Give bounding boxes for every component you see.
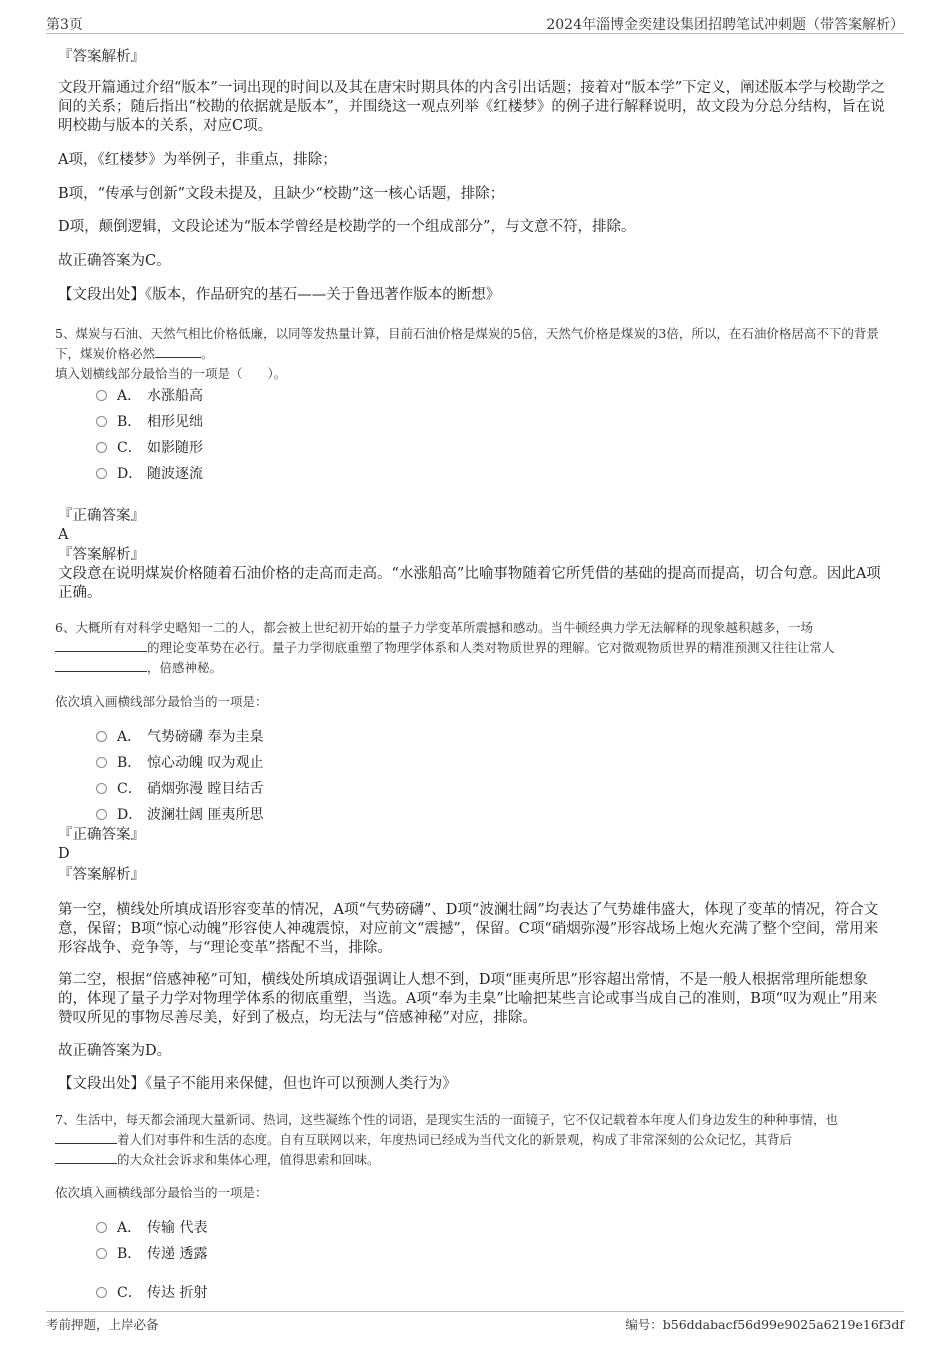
header-divider bbox=[46, 33, 904, 34]
footer-code-value: b56ddabacf56d99e9025a6219e16f3df bbox=[662, 1317, 904, 1332]
q7-prompt: 依次填入画横线部分最恰当的一项是： bbox=[55, 1185, 268, 1200]
q6-blank-2 bbox=[55, 658, 147, 672]
q4-option-d-analysis: D项，颠倒逻辑，文段论述为“版本学曾经是校勘学的一个组成部分”，与文意不符，排除。 bbox=[58, 219, 636, 235]
q7-blank-2 bbox=[55, 1150, 117, 1164]
q5-option-a[interactable]: A． 水涨船高 bbox=[96, 386, 203, 406]
q6-answer: D bbox=[58, 846, 70, 862]
q6-prompt: 依次填入画横线部分最恰当的一项是： bbox=[55, 694, 268, 709]
q6-conclusion: 故正确答案为D。 bbox=[58, 1043, 172, 1059]
radio-icon[interactable] bbox=[96, 731, 107, 742]
q6-option-a[interactable]: A． 气势磅礴 奉为圭臬 bbox=[96, 727, 263, 747]
q6-blank-1 bbox=[55, 638, 147, 652]
footer-divider bbox=[46, 1311, 904, 1312]
q4-source: 【文段出处】《版本，作品研究的基石——关于鲁迅著作版本的断想》 bbox=[58, 287, 501, 303]
q7-stem: 7、生活中，每天都会涌现大量新词、热词，这些凝练个性的词语，是现实生活的一面镜子，它不仅记载着本年度人们身边发生的种种事情，也 着人们对事件和生活的态度。自有互联网以来，年度热词已经成为当代文化的新景观，构成了非常深刻的公众记忆，其背后 的大众社会诉求和集体心理，值得思索和回味。 bbox=[55, 1112, 838, 1167]
q7-option-a[interactable]: A． 传输 代表 bbox=[96, 1218, 207, 1238]
q4-conclusion: 故正确答案为C。 bbox=[58, 253, 171, 269]
q6-option-c[interactable]: C． 硝烟弥漫 瞠目结舌 bbox=[96, 779, 263, 799]
q5-option-c[interactable]: C． 如影随形 bbox=[96, 438, 203, 458]
q5-option-b[interactable]: B． 相形见绌 bbox=[96, 412, 203, 432]
q6-option-b[interactable]: B． 惊心动魄 叹为观止 bbox=[96, 753, 263, 773]
q5-stem bbox=[55, 324, 900, 364]
q6-analysis-title: 『答案解析』 bbox=[58, 867, 145, 883]
footer-code-label: 编号： bbox=[625, 1317, 663, 1332]
q7-option-b[interactable]: B． 传递 透露 bbox=[96, 1244, 207, 1264]
q5-answer: A bbox=[58, 527, 69, 543]
q5-analysis: 文段意在说明煤炭价格随着石油价格的走高而走高。“水涨船高”比喻事物随着它所凭借的基础的提高而提高，切合句意。因此A项正确。 bbox=[58, 566, 881, 601]
radio-icon[interactable] bbox=[96, 468, 107, 479]
q4-analysis-paragraph: 文段开篇通过介绍“版本”一词出现的时间以及其在唐宋时期具体的内含引出话题；接着对“版本学”下定义，阐述版本学与校勘学之间的关系；随后指出“校勘的依据就是版本”，并围绕这一观点列举《红楼梦》的例子进行解释说明，故文段为分总分结构，旨在说明校勘与版本的关系，对应C项。 bbox=[58, 80, 886, 134]
radio-icon[interactable] bbox=[96, 416, 107, 427]
q6-stem: 6、大概所有对科学史略知一二的人，都会被上世纪初开始的量子力学变革所震撼和感动。当牛顿经典力学无法解释的现象越积越多，一场 的理论变革势在必行。量子力学彻底重塑了物理学体系和人类对物质世界的理解。它对微观物质世界的精准预测又往往让常人 ，倍感神秘。 bbox=[55, 620, 835, 675]
q5-option-d[interactable]: D． 随波逐流 bbox=[96, 464, 203, 484]
footer-slogan: 考前押题，上岸必备 bbox=[46, 1317, 159, 1332]
q4-option-b-analysis: B项，“传承与创新”文段未提及，且缺少“校勘”这一核心话题，排除； bbox=[58, 186, 505, 202]
q6-option-d[interactable]: D． 波澜壮阔 匪夷所思 bbox=[96, 805, 263, 825]
q5-analysis-title: 『答案解析』 bbox=[58, 547, 145, 563]
radio-icon[interactable] bbox=[96, 1248, 107, 1259]
radio-icon[interactable] bbox=[96, 442, 107, 453]
q7-option-c[interactable]: C． 传达 折射 bbox=[96, 1283, 207, 1303]
document-title: 2024年淄博金奕建设集团招聘笔试冲刺题（带答案解析） bbox=[546, 17, 904, 33]
radio-icon[interactable] bbox=[96, 390, 107, 401]
radio-icon[interactable] bbox=[96, 809, 107, 820]
q6-answer-title: 『正确答案』 bbox=[58, 827, 145, 843]
q6-analysis-paragraph-2: 第二空，根据“倍感神秘”可知，横线处所填成语强调让人想不到，D项“匪夷所思”形容超出常情，不是一般人根据常理所能想象的，体现了量子力学对物理学体系的彻底重塑，当选。A项“奉为圭臬”比喻把某些言论或事当成自己的准则，B项“叹为观止”用来赞叹所见的事物尽善尽美，好到了极点，均无法与“倍感神秘”对应，排除。 bbox=[58, 972, 878, 1026]
q4-option-a-analysis: A项，《红楼梦》为举例子，非重点，排除； bbox=[58, 152, 337, 168]
radio-icon[interactable] bbox=[96, 783, 107, 794]
page-number: 第3页 bbox=[46, 17, 83, 33]
q4-analysis-title: 『答案解析』 bbox=[58, 49, 145, 65]
footer-code bbox=[625, 1315, 904, 1333]
q6-source: 【文段出处】《量子不能用来保健，但也许可以预测人类行为》 bbox=[58, 1076, 457, 1092]
q7-blank-1 bbox=[55, 1130, 117, 1144]
q5-stem-end: 。 bbox=[201, 346, 214, 361]
q6-analysis-paragraph-1: 第一空，横线处所填成语形容变革的情况，A项“气势磅礴”、D项“波澜壮阔”均表达了气势雄伟盛大，体现了变革的情况，符合文意，保留；B项“惊心动魄”形容使人神魂震惊，对应前文“震撼”，保留。C项“硝烟弥漫”形容战场上炮火充满了整个空间，常用来形容战争、竞争等，与“理论变革”搭配不当，排除。 bbox=[58, 902, 879, 956]
q5-blank bbox=[155, 344, 201, 358]
q5-stem-text: 5、煤炭与石油、天然气相比价格低廉，以同等发热量计算，目前石油价格是煤炭的5倍，天然气价格是煤炭的3倍，所以，在石油价格居高不下的背景下，煤炭价格必然 bbox=[55, 326, 879, 361]
radio-icon[interactable] bbox=[96, 757, 107, 768]
radio-icon[interactable] bbox=[96, 1222, 107, 1233]
q5-answer-title: 『正确答案』 bbox=[58, 508, 145, 524]
q5-prompt: 填入划横线部分最恰当的一项是（ ）。 bbox=[55, 366, 287, 381]
radio-icon[interactable] bbox=[96, 1287, 107, 1298]
